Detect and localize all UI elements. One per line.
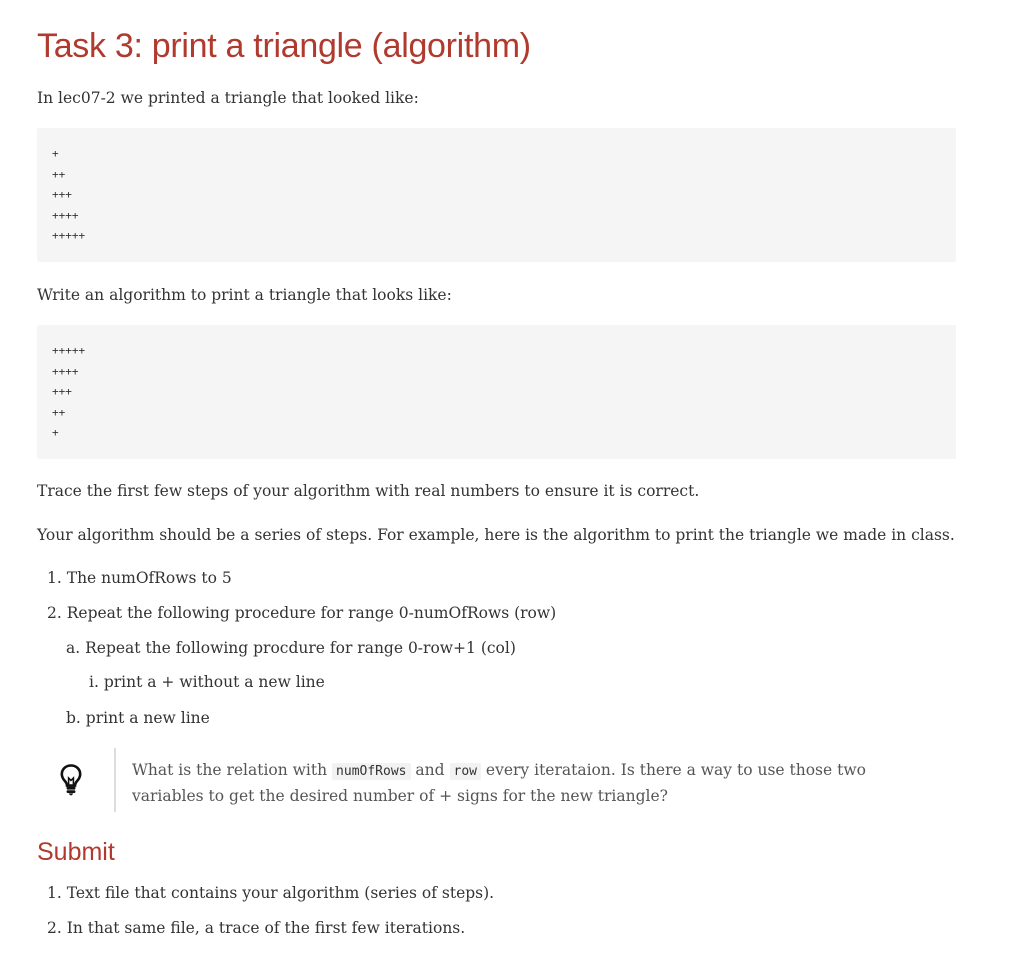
code-line: ++++ bbox=[52, 208, 79, 222]
list-marker: 2. bbox=[47, 604, 62, 622]
list-marker: 1. bbox=[47, 569, 62, 587]
algorithm-step-2b bbox=[66, 707, 210, 729]
list-marker: i. bbox=[89, 673, 99, 691]
list-marker: a. bbox=[66, 639, 81, 657]
tip-text-part: and bbox=[410, 761, 450, 779]
trace-text: Trace the first few steps of your algorithm with real numbers to ensure it is correct. bbox=[37, 482, 700, 500]
list-item-text: print a + without a new line bbox=[103, 673, 325, 691]
submit-item-2 bbox=[47, 917, 465, 939]
list-marker: b. bbox=[66, 709, 81, 727]
submit-heading: Submit bbox=[37, 838, 115, 866]
code-line: + bbox=[52, 426, 59, 439]
write-prompt-text: Write an algorithm to print a triangle that looks like: bbox=[37, 286, 452, 304]
tip-text-part: every iterataion. Is there a way to use those two variables to get the desired number of + signs for the new triangle? bbox=[132, 761, 866, 805]
list-item-text: print a new line bbox=[85, 709, 210, 727]
code-line: +++++ bbox=[52, 344, 86, 357]
list-item-text: Text file that contains your algorithm (series of steps). bbox=[66, 884, 495, 902]
series-text: Your algorithm should be a series of steps. For example, here is the algorithm to print the triangle we made in class. bbox=[37, 526, 955, 544]
tip-callout bbox=[37, 748, 957, 812]
code-line: +++ bbox=[52, 188, 72, 201]
algorithm-step-1 bbox=[47, 567, 232, 589]
algorithm-step-2 bbox=[47, 602, 556, 624]
code-line: +++++ bbox=[52, 229, 86, 242]
code-line: ++++ bbox=[52, 364, 79, 378]
list-item-text: Repeat the following procdure for range 0-row+1 (col) bbox=[85, 639, 516, 657]
code-line: + bbox=[52, 147, 59, 160]
code-line: +++ bbox=[52, 385, 72, 398]
list-item-text: In that same file, a trace of the first few iterations. bbox=[66, 919, 466, 937]
list-item-text: The numOfRows to 5 bbox=[66, 569, 232, 587]
algorithm-step-2a bbox=[66, 637, 516, 659]
intro-text: In lec07-2 we printed a triangle that looked like: bbox=[37, 89, 419, 107]
tip-text-part: What is the relation with bbox=[132, 761, 333, 779]
code-line: ++ bbox=[52, 167, 66, 181]
tip-text bbox=[132, 758, 932, 808]
page-title: Task 3: print a triangle (algorithm) bbox=[37, 27, 531, 65]
algorithm-step-2ai bbox=[89, 671, 325, 693]
tip-divider bbox=[114, 748, 116, 812]
lightbulb-icon bbox=[60, 764, 82, 796]
inline-code-numofrows: numOfRows bbox=[332, 763, 410, 780]
code-line: ++ bbox=[52, 405, 66, 419]
triangle-down-code-block bbox=[37, 325, 956, 459]
list-marker: 2. bbox=[47, 919, 62, 937]
triangle-up-code-block bbox=[37, 128, 956, 262]
submit-item-1 bbox=[47, 882, 494, 904]
list-marker: 1. bbox=[47, 884, 62, 902]
inline-code-row: row bbox=[450, 763, 481, 780]
list-item-text: Repeat the following procedure for range 0-numOfRows (row) bbox=[66, 604, 557, 622]
